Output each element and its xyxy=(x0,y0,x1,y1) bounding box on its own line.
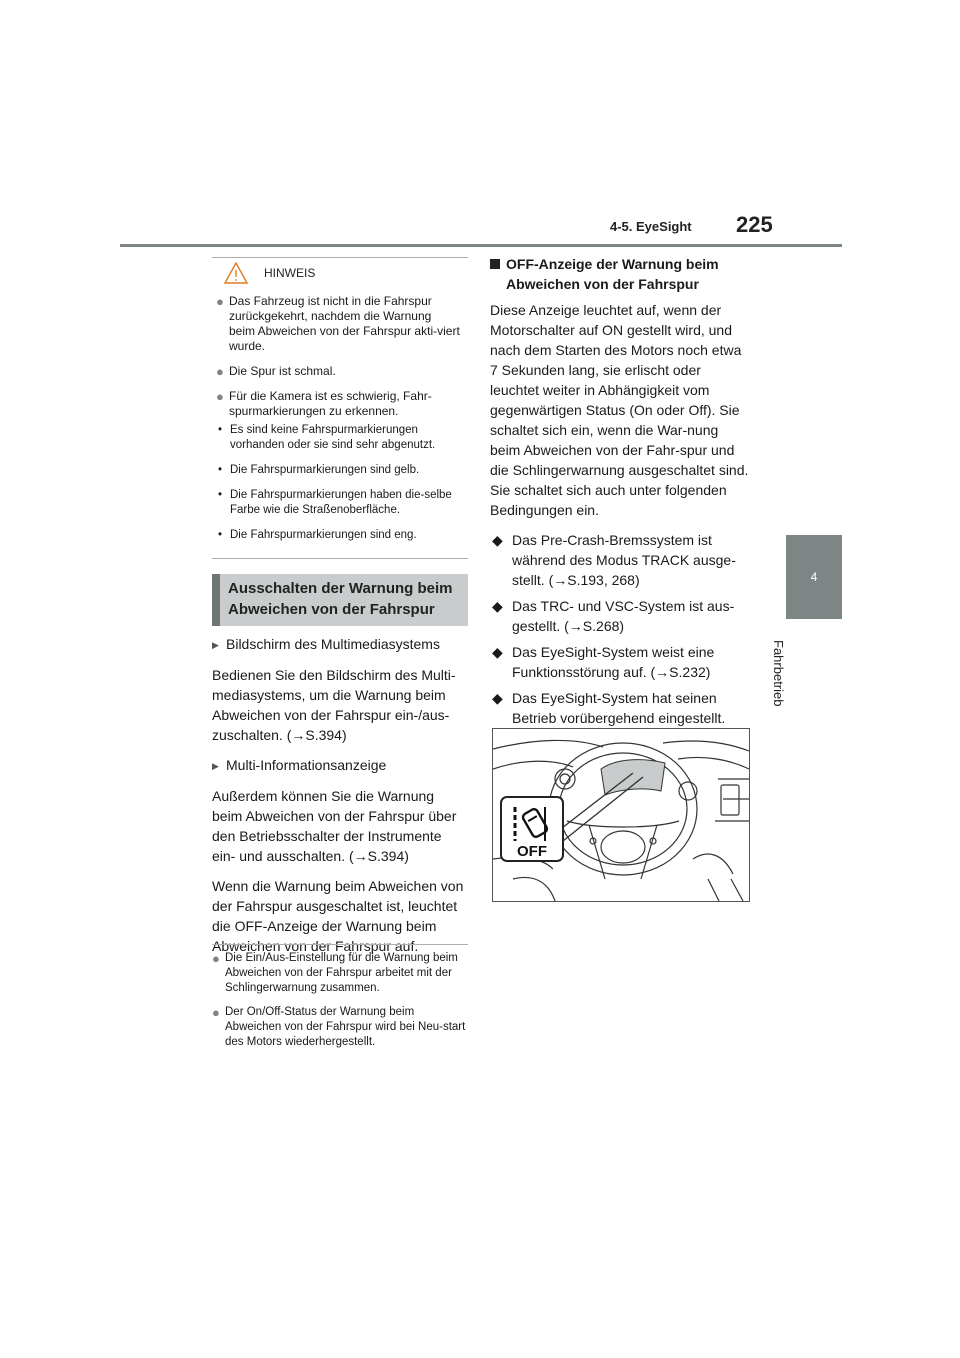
footnote xyxy=(212,951,468,996)
diamond-bullet-icon: ◆ xyxy=(492,644,503,660)
note-item xyxy=(216,294,460,354)
page-number: 225 xyxy=(736,212,773,237)
condition-text: Das EyeSight-System weist eine Funktionsstörung auf. (→S.232) xyxy=(512,644,715,680)
note-sub-text: Die Fahrspurmarkierungen haben die-selbe Farbe wie die Straßenoberfläche. xyxy=(230,489,452,516)
diamond-bullet-icon: ◆ xyxy=(492,598,503,614)
section-label: 4-5. EyeSight xyxy=(610,219,692,234)
sub-bullet-icon: • xyxy=(218,464,223,476)
arrow-right-icon: ▶ xyxy=(212,640,219,650)
list-item xyxy=(212,755,468,776)
diamond-bullet-icon: ◆ xyxy=(492,532,503,548)
header-rule xyxy=(120,244,842,247)
off-indicator-label: OFF xyxy=(517,843,547,860)
sub-bullet-icon: • xyxy=(218,489,223,501)
sub-bullet-icon: • xyxy=(218,529,223,541)
warning-triangle-icon xyxy=(224,262,248,284)
note-item-text: Das Fahrzeug ist nicht in die Fahrspur zurückgekehrt, nachdem die Warnung beim Abweichen von der Fahrspur akti-viert wurde. xyxy=(229,294,460,353)
note-item-text: Die Spur ist schmal. xyxy=(229,364,336,378)
note-sub-text: Die Fahrspurmarkierungen sind eng. xyxy=(230,529,417,541)
footnotes xyxy=(212,944,468,1059)
item-text: Wenn die Warnung beim Abweichen von der Fahrspur ausgeschaltet ist, leuchtet die OFF-Anzeige der Warnung beim Abweichen von der Fahrspur auf. xyxy=(212,878,464,954)
note-sub-item xyxy=(216,488,460,518)
item-text: Bedienen Sie den Bildschirm des Multi-mediasystems, um die Warnung beim Abweichen von der Fahrspur ein-/aus-zuschalten. (→S.394) xyxy=(212,667,456,743)
bullet-dot-icon: ● xyxy=(216,364,224,379)
arrow-right-icon: ▶ xyxy=(212,761,219,771)
note-sub-text: Die Fahrspurmarkierungen sind gelb. xyxy=(230,464,420,476)
bullet-dot-icon: ● xyxy=(216,294,224,309)
square-bullet-icon xyxy=(490,254,506,294)
note-sub-item xyxy=(216,423,460,453)
note-item-text: Für die Kamera ist es schwierig, Fahr-spurmarkierungen zu erkennen. xyxy=(229,389,432,418)
subsection-heading-text: OFF-Anzeige der Warnung beim Abweichen von der Fahrspur xyxy=(506,256,719,292)
chapter-title-container xyxy=(771,640,804,730)
diamond-bullet-icon: ◆ xyxy=(492,690,503,706)
dashboard-illustration xyxy=(492,728,750,902)
footnote xyxy=(212,1005,468,1050)
condition-item xyxy=(490,596,752,636)
condition-item xyxy=(490,642,752,682)
condition-text: Das EyeSight-System hat seinen Betrieb vorübergehend eingestellt. xyxy=(512,690,726,726)
chapter-number: 4 xyxy=(810,570,818,584)
note-sub-item xyxy=(216,528,460,543)
left-column xyxy=(212,634,468,966)
dashboard-drawing xyxy=(493,729,749,901)
subsection-heading xyxy=(490,254,752,294)
condition-text: Das TRC- und VSC-System ist aus-gestellt. (→S.268) xyxy=(512,598,735,634)
item-title: Bildschirm des Multimediasystems xyxy=(226,636,440,652)
footnote-text: Die Ein/Aus-Einstellung für die Warnung beim Abweichen von der Fahrspur arbeitet mit der Schlingerwarnung zusammen. xyxy=(225,952,458,994)
note-sub-text: Es sind keine Fahrspurmarkierungen vorhanden oder sie sind sehr abgenutzt. xyxy=(230,424,436,451)
chapter-tab xyxy=(786,535,842,619)
bullet-dot-icon: ● xyxy=(216,389,224,404)
note-sub-item xyxy=(216,463,460,478)
bullet-dot-icon: ● xyxy=(212,951,220,966)
footnote-text: Der On/Off-Status der Warnung beim Abweichen von der Fahrspur wird bei Neu-start des Motors wiederhergestellt. xyxy=(225,1006,466,1048)
item-text: Außerdem können Sie die Warnung beim Abweichen von der Fahrspur über den Betriebsschalter der Instrumente ein- und ausschalten. (→S.394) xyxy=(212,788,457,864)
condition-text: Das Pre-Crash-Bremssystem ist während des Modus TRACK ausge-stellt. (→S.193, 268) xyxy=(512,532,736,588)
note-box xyxy=(212,257,468,559)
section-heading: Ausschalten der Warnung beim Abweichen von der Fahrspur xyxy=(212,574,468,626)
right-column xyxy=(490,254,752,754)
note-item xyxy=(216,389,460,419)
chapter-title: Fahrbetrieb xyxy=(771,640,786,707)
item-title: Multi-Informationsanzeige xyxy=(226,757,387,773)
note-header xyxy=(212,258,468,288)
note-title: HINWEIS xyxy=(264,266,316,280)
condition-item xyxy=(490,530,752,590)
bullet-dot-icon: ● xyxy=(212,1005,220,1020)
paragraph: Diese Anzeige leuchtet auf, wenn der Motorschalter auf ON gestellt wird, und nach dem Starten des Motors noch etwa 7 Sekunden lang, sie erlischt oder leuchtet weiter in Abhängigkeit vom gegenwärtigen Status (On oder Off). Sie schaltet sich ein, wenn die War-nung beim Abweichen von der Fahr-spur und die Schlingerwarnung ausgeschaltet sind. Sie schaltet sich auch unter folgenden Bedingungen ein. xyxy=(490,302,749,518)
note-body xyxy=(212,288,468,543)
note-item xyxy=(216,364,460,379)
sub-bullet-icon: • xyxy=(218,424,223,436)
list-item xyxy=(212,634,468,655)
